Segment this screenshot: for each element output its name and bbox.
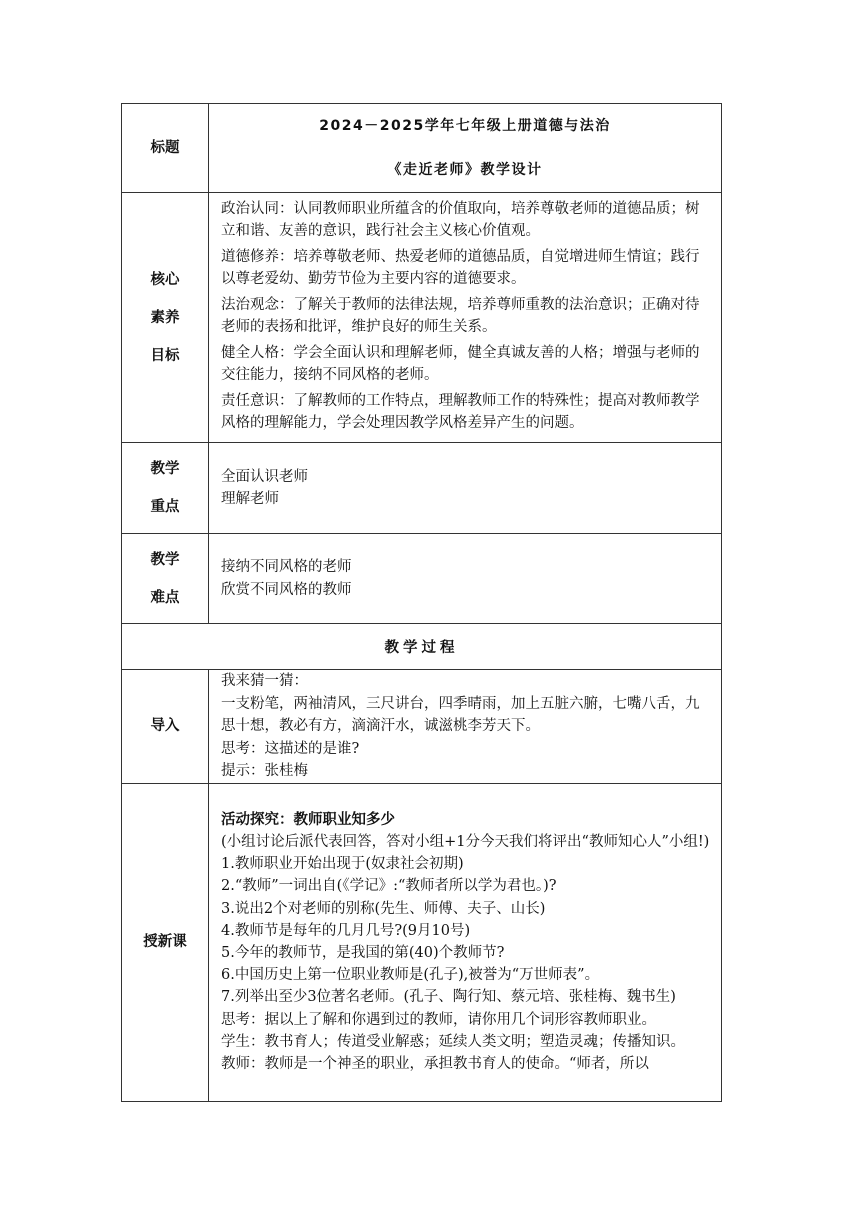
goal-responsibility: 责任意识：了解教师的工作特点，理解教师工作的特殊性；提高对教师教学风格的理解能力，学会处理因教学风格差异产生的问题。: [221, 392, 700, 431]
core-goals-label: [122, 193, 209, 443]
lesson-plan-table: [121, 103, 722, 1102]
new-lesson-content: [209, 783, 722, 1101]
key-point-1: 全面认识老师: [221, 468, 308, 485]
intro-line-1: 我来猜一猜：: [221, 673, 308, 689]
difficulties-content: [209, 534, 722, 624]
key-points-row: [122, 443, 722, 534]
intro-content: [209, 670, 722, 784]
difficulty-2: 欣赏不同风格的教师: [221, 581, 352, 598]
new-lesson-line-2: 1.教师职业开始出现于(奴隶社会初期): [221, 856, 464, 873]
difficulties-label: [122, 534, 209, 624]
core-goals-label-1: 核心: [150, 271, 180, 288]
new-lesson-heading: 活动探究：教师职业知多少: [221, 811, 395, 828]
new-lesson-line-4: 3.说出2个对老师的别称(先生、师傅、夫子、山长): [221, 900, 546, 917]
title-label: 标题: [122, 104, 209, 193]
core-goals-label-2: 素养: [150, 309, 180, 326]
core-goals-row: [122, 193, 722, 443]
goal-personality: 健全人格：学会全面认识和理解老师，健全真诚友善的人格；增强与老师的交往能力，接纳不同风格的老师。: [221, 344, 700, 383]
title-cell: [209, 104, 722, 193]
intro-label: 导入: [122, 670, 209, 784]
key-points-content: [209, 443, 722, 534]
new-lesson-line-8: 7.列举出至少3位著名老师。(孔子、陶行知、蔡元培、张桂梅、魏书生): [221, 989, 676, 1006]
difficulties-row: [122, 534, 722, 624]
goal-moral: 道德修养：培养尊敬老师、热爱老师的道德品质，自觉增进师生情谊；践行以尊老爱幼、勤劳节俭为主要内容的道德要求。: [221, 248, 700, 287]
core-goals-label-3: 目标: [150, 347, 180, 364]
new-lesson-line-10: 学生：教书育人；传道受业解惑；延续人类文明；塑造灵魂；传播知识。: [221, 1033, 685, 1050]
new-lesson-line-9: 思考：据以上了解和你遇到过的教师，请你用几个词形容教师职业。: [221, 1011, 656, 1028]
new-lesson-line-11: 教师：教师是一个神圣的职业，承担教书育人的使命。“师者，所以: [221, 1056, 649, 1073]
new-lesson-row: [122, 783, 722, 1101]
core-goals-content: [209, 193, 722, 443]
new-lesson-line-6: 5.今年的教师节，是我国的第(40)个教师节?: [221, 945, 505, 961]
intro-line-2: 一支粉笔，两袖清风，三尺讲台，四季晴雨，加上五脏六腑，七嘴八舌，九思十想，教必有方，滴滴汗水，诚滋桃李芳天下。: [221, 695, 700, 734]
intro-row: [122, 670, 722, 784]
new-lesson-line-7: 6.中国历史上第一位职业教师是(孔子),被誉为“万世师表”。: [221, 967, 600, 984]
difficulties-label-1: 教学: [150, 551, 180, 568]
title-line-2: 《走近老师》教学设计: [387, 162, 543, 178]
goal-law: 法治观念：了解关于教师的法律法规，培养尊师重教的法治意识；正确对待老师的表扬和批评，维护良好的师生关系。: [221, 296, 700, 335]
intro-line-3: 思考：这描述的是谁?: [221, 740, 360, 757]
intro-line-4: 提示：张桂梅: [221, 763, 308, 779]
process-heading-row: [122, 624, 722, 670]
key-points-label-1: 教学: [150, 461, 180, 477]
new-lesson-line-5: 4.教师节是每年的几月几号?(9月10号): [221, 922, 471, 939]
title-line-1: 2024－2025学年七年级上册道德与法治: [319, 118, 611, 134]
process-heading: 教学过程: [122, 624, 722, 670]
new-lesson-label: 授新课: [122, 783, 209, 1101]
difficulty-1: 接纳不同风格的老师: [221, 559, 352, 575]
title-row: [122, 104, 722, 193]
difficulties-label-2: 难点: [150, 589, 180, 606]
key-points-label: [122, 443, 209, 534]
new-lesson-line-1: (小组讨论后派代表回答，答对小组+1分今天我们将评出“教师知心人”小组!): [221, 833, 710, 850]
goal-political: 政治认同：认同教师职业所蕴含的价值取向，培养尊敬老师的道德品质；树立和谐、友善的意识，践行社会主义核心价值观。: [221, 200, 700, 239]
new-lesson-line-3: 2.“教师”一词出自(《学记》:“教师者所以学为君也。)?: [221, 878, 557, 895]
key-point-2: 理解老师: [221, 491, 279, 507]
key-points-label-2: 重点: [150, 499, 180, 515]
